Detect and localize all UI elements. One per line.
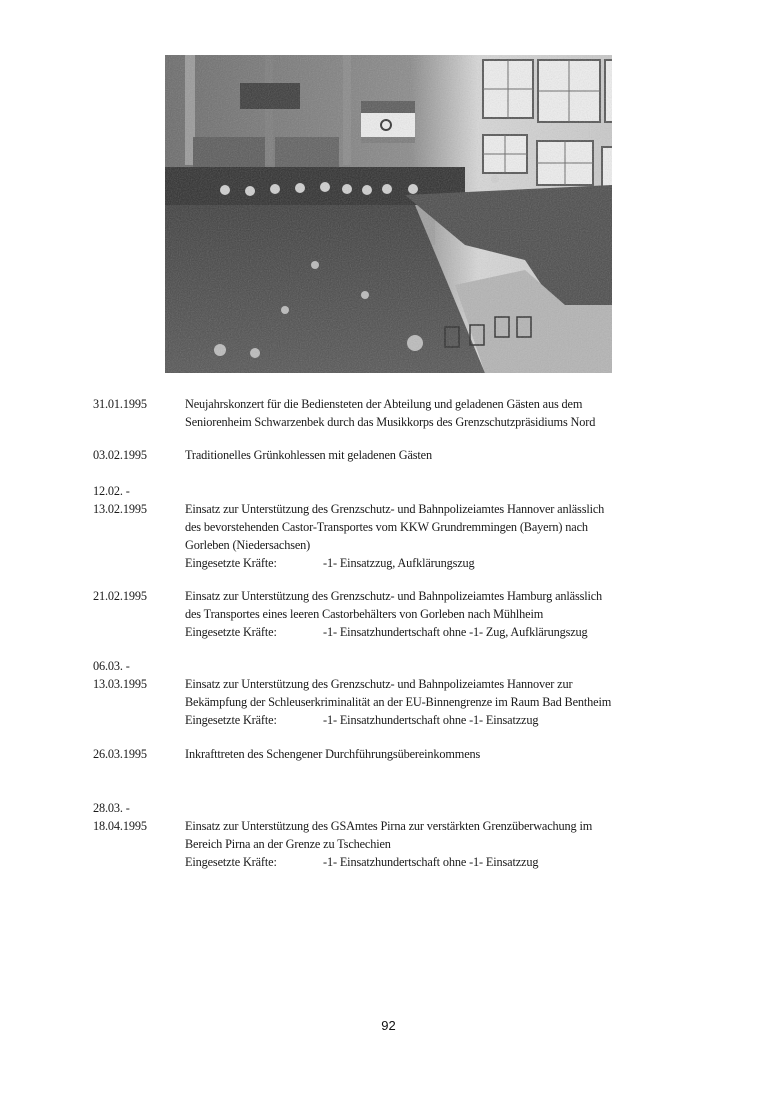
description-line: des bevorstehenden Castor-Transportes vom KKW Grundremmingen (Bayern) nach [185, 520, 588, 534]
deployed-forces [185, 554, 693, 572]
entry-description [185, 675, 693, 729]
page-number: 92 [381, 1018, 396, 1033]
description-line: Einsatz zur Unterstützung des GSAmtes Pirna zur verstärkten Grenzüberwachung im [185, 819, 593, 833]
deployed-forces [185, 711, 693, 729]
entry-description [185, 395, 693, 431]
entry-date: 03.02.1995 [93, 448, 147, 462]
description-line: Inkrafttreten des Schengener Durchführungsübereinkommens [185, 747, 481, 761]
description-line: des Transportes eines leeren Castorbehälters von Gorleben nach Mühlheim [185, 607, 544, 621]
forces-label: Eingesetzte Kräfte: [185, 556, 277, 570]
description-line: Neujahrskonzert für die Bediensteten der Abteilung und geladenen Gästen aus dem [185, 397, 583, 411]
forces-label: Eingesetzte Kräfte: [185, 625, 277, 639]
entry-date-start: 06.03. - [93, 659, 130, 673]
entry-date: 31.01.1995 [93, 397, 147, 411]
deployed-forces [185, 623, 693, 641]
description-line: Traditionelles Grünkohlessen mit geladenen Gästen [185, 448, 432, 462]
forces-value: -1- Einsatzhundertschaft ohne -1- Einsatzzug [323, 713, 539, 727]
chronicle-entry [93, 745, 693, 763]
forces-value: -1- Einsatzhundertschaft ohne -1- Zug, Aufklärungszug [323, 625, 588, 639]
entry-description [185, 817, 693, 871]
chronicle-entry [93, 799, 693, 871]
entry-date: 26.03.1995 [93, 747, 147, 761]
entry-description [185, 500, 693, 572]
entry-date: 18.04.1995 [93, 819, 147, 833]
concert-photo-image [165, 55, 612, 373]
description-line: Seniorenheim Schwarzenbek durch das Musikkorps des Grenzschutzpräsidiums Nord [185, 415, 596, 429]
entry-date-start: 12.02. - [93, 484, 130, 498]
description-line: Bereich Pirna an der Grenze zu Tschechien [185, 837, 391, 851]
description-line: Einsatz zur Unterstützung des Grenzschutz- und Bahnpolizeiamtes Hannover anlässlich [185, 502, 605, 516]
entry-description [185, 446, 693, 464]
forces-value: -1- Einsatzzug, Aufklärungszug [323, 556, 475, 570]
chronicle-entry [93, 395, 693, 431]
description-line: Einsatz zur Unterstützung des Grenzschutz- und Bahnpolizeiamtes Hamburg anlässlich [185, 589, 603, 603]
entry-description [185, 745, 693, 763]
chronicle-entry [93, 446, 693, 464]
chronicle-entry [93, 587, 693, 641]
forces-label: Eingesetzte Kräfte: [185, 713, 277, 727]
chronicle-entry [93, 657, 693, 729]
entry-date-start: 28.03. - [93, 801, 130, 815]
entry-description [185, 587, 693, 641]
chronicle-entry [93, 482, 693, 572]
deployed-forces [185, 853, 693, 871]
description-line: Einsatz zur Unterstützung des Grenzschutz- und Bahnpolizeiamtes Hannover zur [185, 677, 573, 691]
entry-date: 13.03.1995 [93, 677, 147, 691]
forces-label: Eingesetzte Kräfte: [185, 855, 277, 869]
description-line: Gorleben (Niedersachsen) [185, 538, 311, 552]
forces-value: -1- Einsatzhundertschaft ohne -1- Einsatzzug [323, 855, 539, 869]
entry-date: 13.02.1995 [93, 502, 147, 516]
entry-date: 21.02.1995 [93, 589, 147, 603]
description-line: Bekämpfung der Schleuserkriminalität an der EU-Binnengrenze im Raum Bad Bentheim [185, 695, 612, 709]
concert-photo [165, 55, 612, 373]
